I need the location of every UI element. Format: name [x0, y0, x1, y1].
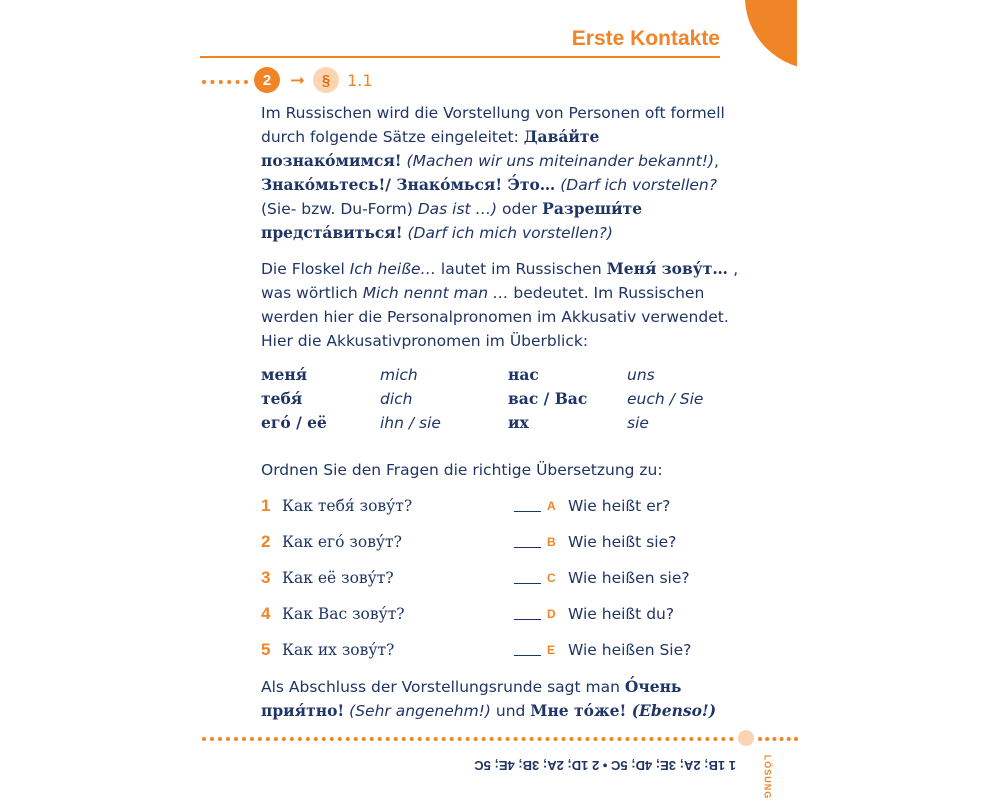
pronoun-ru: его́ / её: [261, 413, 327, 432]
pronoun-ru: вас / Вас: [508, 389, 588, 408]
answer-blank[interactable]: [514, 511, 541, 512]
exercise-instruction: Ordnen Sie den Fragen die richtige Übersetzung zu:: [261, 461, 663, 479]
grammar-reference: 1.1: [347, 70, 373, 90]
dotted-divider: [758, 737, 798, 741]
answer-option: Wie heißt du?: [568, 605, 675, 623]
russian-phrase: Мне то́же!: [530, 701, 627, 720]
pronoun-de: dich: [380, 390, 413, 408]
item-question: Как его́ зову́т?: [282, 533, 402, 551]
pronoun-de: euch / Sie: [627, 390, 704, 408]
answer-letter: B: [547, 535, 556, 549]
german-translation: (Ebenso!): [626, 701, 717, 720]
item-number: 4: [261, 604, 271, 623]
answer-blank[interactable]: [514, 583, 541, 584]
floskel-text: lautet im Russischen: [436, 260, 607, 278]
answer-letter: E: [547, 643, 556, 657]
floskel-text: Die Floskel: [261, 260, 350, 278]
german-phrase: Mich nennt man …: [362, 284, 509, 302]
answer-letter: D: [547, 607, 556, 621]
intro-text: (Sie- bzw. Du-Form): [261, 200, 418, 218]
german-translation: (Darf ich mich vorstellen?): [402, 224, 613, 242]
pronoun-de: sie: [627, 414, 649, 432]
item-question: Как Вас зову́т?: [282, 605, 405, 623]
russian-phrase: Меня́ зову́т…: [606, 259, 734, 278]
floskel-text: , was wörtlich: [261, 260, 739, 302]
answer-blank[interactable]: [514, 655, 541, 656]
answer-option: Wie heißen sie?: [568, 569, 690, 587]
german-translation: (Darf ich vorstellen?: [555, 176, 717, 194]
pronoun-ru: нас: [508, 365, 539, 384]
item-question: Как тебя́ зову́т?: [282, 497, 413, 515]
pronoun-de: mich: [380, 366, 418, 384]
intro-text: Im Russischen wird die Vorstellung von Personen oft formell durch folgende Sätze eingeleitet:: [261, 104, 725, 146]
german-translation: Das ist …): [417, 200, 498, 218]
pronoun-ru: тебя́: [261, 389, 303, 408]
pronoun-ru: их: [508, 413, 529, 432]
german-translation: (Machen wir uns miteinander bekannt!): [401, 152, 715, 170]
answer-blank[interactable]: [514, 547, 541, 548]
russian-phrase: О́чень прия́тно!: [261, 677, 682, 720]
item-number: 5: [261, 640, 271, 659]
page-edge: [797, 0, 1000, 100]
russian-phrase: Дава́йте познако́мимся!: [261, 127, 600, 170]
russian-phrase: Разреши́те предста́виться!: [261, 199, 643, 242]
german-translation: (Sehr angenehm!): [344, 702, 491, 720]
closing-text: Als Abschluss der Vorstellungsrunde sagt man: [261, 678, 625, 696]
intro-paragraph: [261, 101, 741, 245]
exercise-header: [254, 66, 373, 94]
item-number: 3: [261, 568, 271, 587]
pronoun-ru: меня́: [261, 365, 308, 384]
pronoun-de: ihn / sie: [380, 414, 441, 432]
item-number: 1: [261, 496, 271, 515]
floskel-text: bedeutet. Im Russischen werden hier die Personalpronomen im Akkusativ verwendet. Hier die Akkusativpronomen im Überblick:: [261, 284, 729, 350]
german-phrase: Ich heiße…: [349, 260, 436, 278]
dotted-divider: [202, 80, 248, 84]
solution-marker-icon: [738, 730, 754, 746]
exercise-number-badge: 2: [254, 67, 280, 93]
answer-blank[interactable]: [514, 619, 541, 620]
paragraph-icon: §: [313, 67, 339, 93]
item-question: Как их зову́т?: [282, 641, 395, 659]
answer-letter: A: [547, 499, 556, 513]
item-number: 2: [261, 532, 271, 551]
dotted-divider: [202, 737, 734, 741]
chapter-title: Erste Kontakte: [571, 27, 720, 50]
russian-phrase: Знако́мьтесь!/ Знако́мься! Э́то…: [261, 175, 556, 194]
answer-option: Wie heißen Sie?: [568, 641, 692, 659]
header-rule: [200, 56, 720, 58]
solution-key: 1 1B; 2A; 3E; 4D; 5C • 2 1D; 2A; 3B; 4E; 5C: [474, 758, 736, 773]
intro-text: oder: [497, 200, 543, 218]
closing-text: und: [490, 702, 531, 720]
intro-text: ,: [714, 152, 719, 170]
item-question: Как её зову́т?: [282, 569, 394, 587]
answer-option: Wie heißt sie?: [568, 533, 677, 551]
closing-paragraph: [261, 675, 741, 723]
floskel-paragraph: [261, 257, 741, 353]
answer-option: Wie heißt er?: [568, 497, 671, 515]
arrow-right-icon: ➞: [290, 69, 306, 91]
answer-letter: C: [547, 571, 556, 585]
solution-label: LÖSUNG: [762, 754, 773, 800]
pronoun-de: uns: [627, 366, 655, 384]
